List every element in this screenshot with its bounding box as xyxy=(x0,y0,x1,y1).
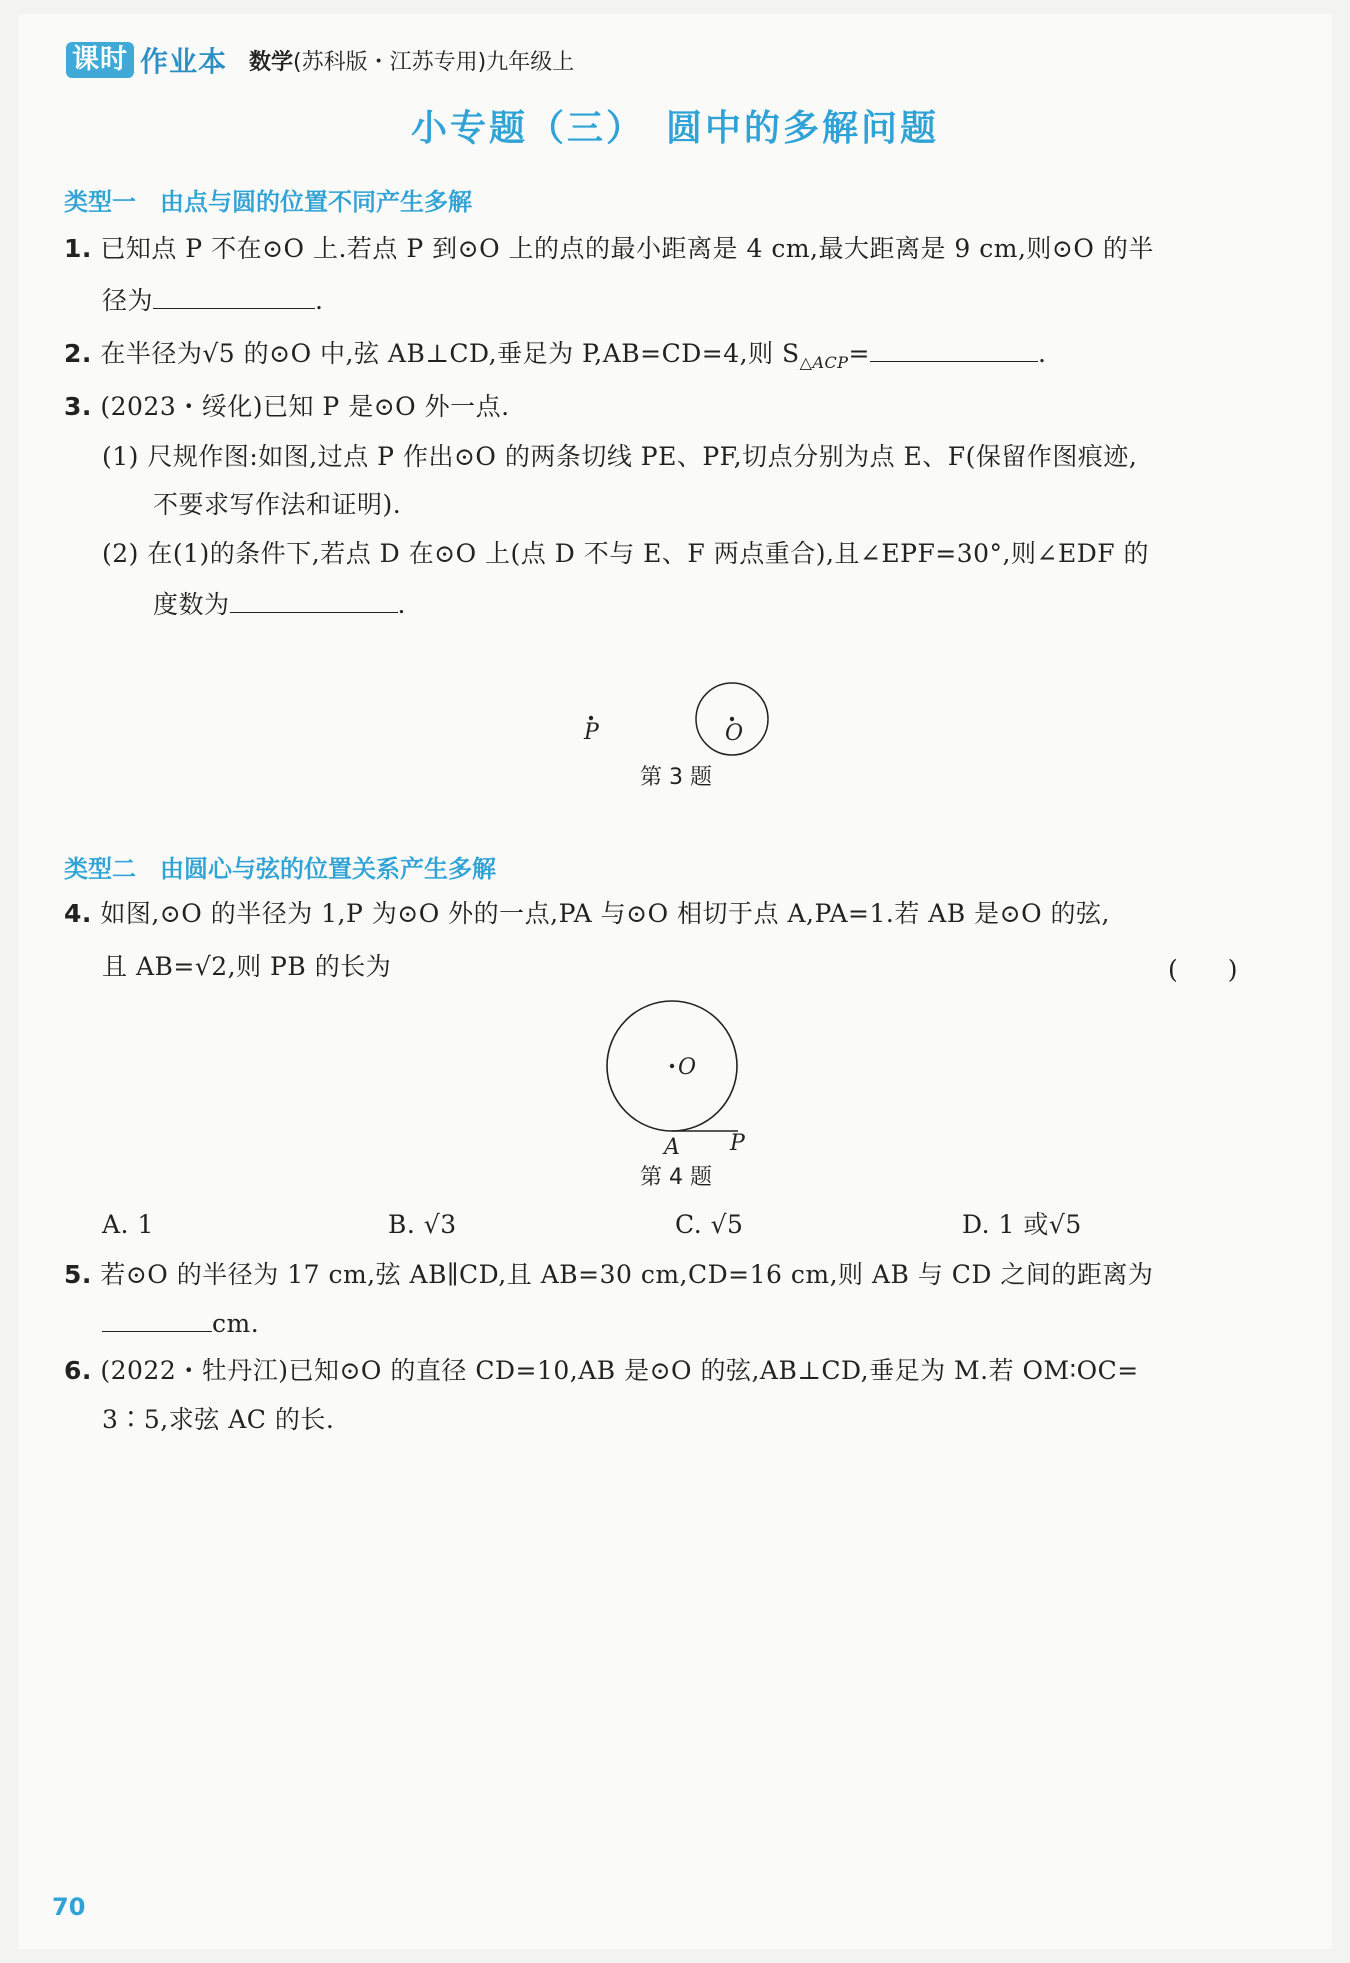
question-5-line-1 xyxy=(64,1258,1153,1292)
question-text: . xyxy=(1038,339,1047,368)
question-text: 已知点 P 不在⊙O 上.若点 P 到⊙O 上的点的最小距离是 4 cm,最大距离是 9 cm,则⊙O 的半 xyxy=(100,234,1154,263)
question-text: 如图,⊙O 的半径为 1,P 为⊙O 外的一点,PA 与⊙O 相切于点 A,PA=1.若 AB 是⊙O 的弦, xyxy=(100,899,1111,928)
answer-blank[interactable] xyxy=(102,1305,212,1332)
figure-3-caption: 第 3 题 xyxy=(640,765,712,790)
question-3-part-2-line-2 xyxy=(153,586,406,622)
question-1-line-1 xyxy=(64,232,1154,266)
section-heading-1 xyxy=(64,182,472,217)
question-number: 2. xyxy=(64,339,92,368)
option-c[interactable]: C. √5 xyxy=(675,1210,744,1239)
question-number: 4. xyxy=(64,899,92,928)
question-text: 在半径为√5 的⊙O 中,弦 AB⊥CD,垂足为 P,AB=CD=4,则 S xyxy=(100,339,800,368)
question-6-line-2: 3∶5,求弦 AC 的长. xyxy=(102,1405,335,1434)
book-edition: (苏科版・江苏专用)九年级上 xyxy=(293,49,575,75)
question-2 xyxy=(64,335,1046,380)
label-a: A xyxy=(664,1135,680,1160)
question-1-line-2 xyxy=(102,282,323,318)
question-5-line-2 xyxy=(102,1305,259,1341)
answer-blank[interactable] xyxy=(870,335,1038,362)
question-text: = xyxy=(848,339,870,368)
question-number: 5. xyxy=(64,1260,92,1289)
question-text: 度数为 xyxy=(153,590,230,619)
figure-3-diagram xyxy=(570,672,770,772)
question-text: (2022・牡丹江)已知⊙O 的直径 CD=10,AB 是⊙O 的弦,AB⊥CD,垂足为 M.若 OM∶OC= xyxy=(100,1356,1139,1385)
label-o: O xyxy=(678,1055,697,1080)
question-number: 3. xyxy=(64,392,92,421)
question-3-part-2-line-1: (2) 在(1)的条件下,若点 D 在⊙O 上(点 D 不与 E、F 两点重合),且∠EPF=30°,则∠EDF 的 xyxy=(102,539,1150,568)
option-b[interactable]: B. √3 xyxy=(388,1210,457,1239)
section-text: 由点与圆的位置不同产生多解 xyxy=(160,188,472,216)
page-number: 70 xyxy=(52,1893,86,1921)
brand-logo: 课时 xyxy=(66,42,134,78)
question-text: 径为 xyxy=(102,286,154,315)
question-6-line-1 xyxy=(64,1354,1139,1388)
question-text: . xyxy=(397,590,406,619)
label-p: P xyxy=(584,720,599,745)
question-text: 若⊙O 的半径为 17 cm,弦 AB∥CD,且 AB=30 cm,CD=16 cm,则 AB 与 CD 之间的距离为 xyxy=(100,1260,1154,1289)
label-o: O xyxy=(725,721,744,746)
question-number: 6. xyxy=(64,1356,92,1385)
question-text: (2023・绥化)已知 P 是⊙O 外一点. xyxy=(100,392,510,421)
center-point-o xyxy=(670,1064,674,1068)
question-3-part-1-line-2: 不要求写作法和证明). xyxy=(153,490,402,519)
question-3-part-1-line-1: (1) 尺规作图:如图,过点 P 作出⊙O 的两条切线 PE、PF,切点分别为点 E、F(保留作图痕迹, xyxy=(102,442,1138,471)
question-number: 1. xyxy=(64,234,92,263)
section-label: 类型一 xyxy=(64,188,136,216)
subscript: △ACP xyxy=(799,353,849,372)
option-a[interactable]: A. 1 xyxy=(102,1210,154,1239)
question-4-line-1 xyxy=(64,897,1110,931)
answer-paren[interactable]: ( ) xyxy=(1168,955,1238,984)
book-header xyxy=(66,40,574,80)
section-label: 类型二 xyxy=(64,855,136,883)
section-heading-2 xyxy=(64,849,496,884)
question-4-line-2: 且 AB=√2,则 PB 的长为 xyxy=(102,952,392,981)
answer-blank[interactable] xyxy=(230,586,398,613)
question-text: cm. xyxy=(212,1309,260,1338)
question-3-stem xyxy=(64,390,510,424)
option-d[interactable]: D. 1 或√5 xyxy=(962,1210,1082,1239)
label-p: P xyxy=(730,1131,745,1156)
book-subject: 数学 xyxy=(249,49,294,75)
figure-4-diagram xyxy=(600,998,780,1158)
section-text: 由圆心与弦的位置关系产生多解 xyxy=(160,855,496,883)
answer-blank[interactable] xyxy=(153,282,315,309)
book-title xyxy=(249,45,574,76)
brand-name: 作业本 xyxy=(140,45,228,78)
page-title: 小专题（三） 圆中的多解问题 xyxy=(410,108,939,149)
question-text: . xyxy=(315,286,324,315)
figure-4-caption: 第 4 题 xyxy=(640,1165,712,1190)
